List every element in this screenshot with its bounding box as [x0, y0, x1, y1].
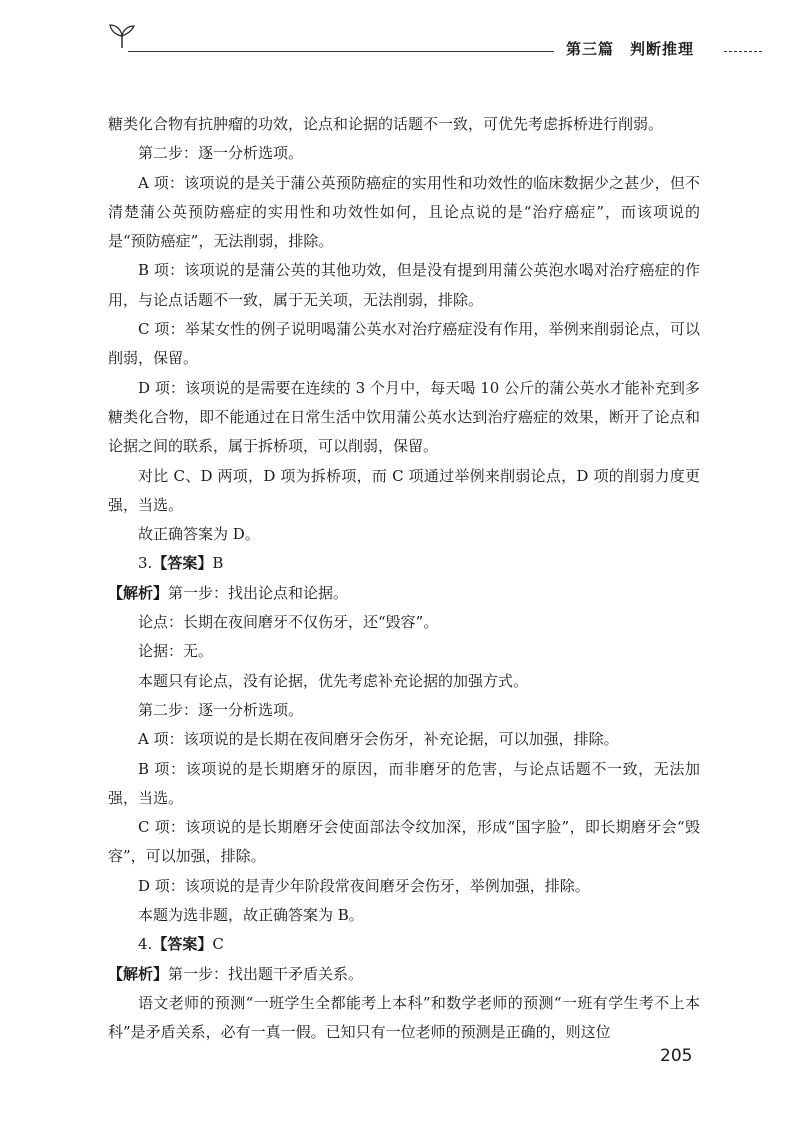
- answer-label: 【答案】: [152, 554, 213, 573]
- paragraph: B 项：该项说的是蒲公英的其他功效，但是没有提到用蒲公英泡水喝对治疗癌症的作用，与论点话题不一致，属于无关项，无法削弱，排除。: [108, 261, 700, 309]
- paragraph: 本题只有论点，没有论据，优先考虑补充论据的加强方式。: [138, 671, 529, 690]
- paragraph: 糖类化合物有抗肿瘤的功效，论点和论据的话题不一致，可优先考虑拆桥进行削弱。: [108, 115, 664, 133]
- paragraph: 语文老师的预测“一班学生全都能考上本科”和数学老师的预测“一班有学生考不上本科”是矛盾关系，必有一真一假。已知只有一位老师的预测是正确的，则这位: [108, 993, 700, 1042]
- answer-value: B: [212, 554, 224, 573]
- question-4-answer: [108, 930, 700, 959]
- paragraph: 论点：长期在夜间磨牙不仅伤牙，还“毁容”。: [138, 613, 439, 632]
- analysis-label: 【解析】: [108, 964, 169, 983]
- answer-label: 【答案】: [152, 935, 213, 954]
- paragraph: 第二步：逐一分析选项。: [138, 144, 304, 163]
- question-number: 4.: [138, 935, 153, 954]
- question-4-analysis: [108, 960, 700, 989]
- question-3-answer: [108, 549, 700, 578]
- paragraph: D 项：该项说的是需要在连续的 3 个月中，每天喝 10 公斤的蒲公英水才能补充到多糖类化合物，即不能通过在日常生活中饮用蒲公英水达到治疗癌症的效果，断开了论点和论据之间的联系，属于拆桥项，可以削弱，保留。: [108, 378, 700, 456]
- paragraph: C 项：举某女性的例子说明喝蒲公英水对治疗癌症没有作用，举例来削弱论点，可以削弱，保留。: [108, 320, 700, 368]
- header-dash-rule: [724, 51, 762, 52]
- question-number: 3.: [138, 554, 153, 573]
- analysis-step: 第一步：找出题干矛盾关系。: [168, 964, 364, 983]
- paragraph: 论据：无。: [138, 642, 214, 661]
- paragraph: B 项：该项说的是长期磨牙的原因，而非磨牙的危害，与论点话题不一致，无法加强，当选。: [108, 759, 700, 807]
- paragraph: 对比 C、D 两项，D 项为拆桥项，而 C 项通过举例来削弱论点，D 项的削弱力度更强，当选。: [108, 466, 700, 514]
- page-number: 205: [660, 1046, 693, 1066]
- sprout-icon: [108, 22, 136, 50]
- paragraph: 故正确答案为 D。: [138, 525, 260, 544]
- paragraph: 本题为选非题，故正确答案为 B。: [138, 906, 364, 925]
- paragraph: A 项：该项说的是长期在夜间磨牙会伤牙，补充论据，可以加强，排除。: [138, 730, 619, 749]
- answer-value: C: [212, 935, 224, 954]
- paragraph: C 项：该项说的是长期磨牙会使面部法令纹加深，形成“国字脸”，即长期磨牙会“毁容”，可以加强，排除。: [108, 818, 700, 866]
- question-3-analysis: [108, 579, 700, 608]
- section-title: 第三篇 判断推理: [566, 40, 695, 58]
- paragraph: A 项：该项说的是关于蒲公英预防癌症的实用性和功效性的临床数据少之甚少，但不清楚蒲公英预防癌症的实用性和功效性如何，且论点说的是“治疗癌症”，而该项说的是“预防癌症”，无法削弱，排除。: [108, 173, 700, 251]
- analysis-step: 第一步：找出论点和论据。: [168, 583, 349, 602]
- analysis-label: 【解析】: [108, 583, 169, 602]
- paragraph: D 项：该项说的是青少年阶段常夜间磨牙会伤牙，举例加强，排除。: [138, 876, 590, 895]
- header-rule: [128, 51, 554, 52]
- paragraph: 第二步：逐一分析选项。: [138, 700, 304, 719]
- page-body: [108, 110, 700, 1048]
- page-header: [0, 0, 800, 70]
